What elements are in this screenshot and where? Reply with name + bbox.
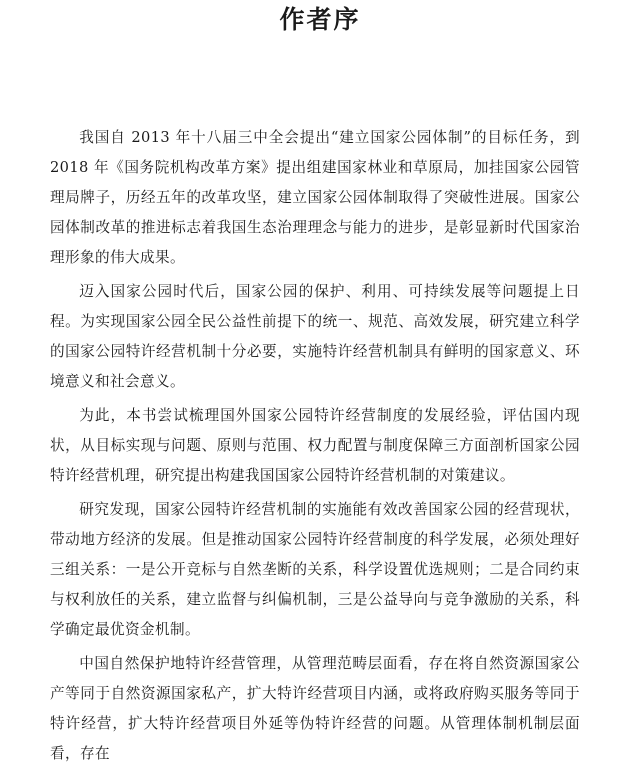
paragraph-3: 为此，本书尝试梳理国外国家公园特许经营制度的发展经验，评估国内现状，从目标实现与问题、原则与范围、权力配置与制度保障三方面剖析国家公园特许经营机理，研究提出构建我国国家公园特许经营机制的对策建议。 [50,407,580,484]
document-body [50,123,580,773]
paragraph-4: 研究发现，国家公园特许经营机制的实施能有效改善国家公园的经营现状，带动地方经济的发展。但是推动国家公园特许经营制度的科学发展，必须处理好三组关系：一是公开竞标与自然垄断的关系，科学设置优选规则；二是合同约束与权利放任的关系，建立监督与纠偏机制，三是公益导向与竞争激励的关系，科学确定最优资金机制。 [50,501,580,638]
paragraph-2: 迈入国家公园时代后，国家公园的保护、利用、可持续发展等问题提上日程。为实现国家公园全民公益性前提下的统一、规范、高效发展，研究建立科学的国家公园特许经营机制十分必要，实施特许经营机制具有鲜明的国家意义、环境意义和社会意义。 [50,283,580,390]
page-title: 作者序 [279,5,361,34]
paragraph-1: 我国自 2013 年十八届三中全会提出“建立国家公园体制”的目标任务，到 2018 年《国务院机构改革方案》提出组建国家林业和草原局，加挂国家公园管理局牌子，历经五年的改革攻坚，建立国家公园体制取得了突破性进展。国家公园体制改革的推进标志着我国生态治理理念与能力的进步，是彰显新时代国家治理形象的伟大成果。 [50,129,580,266]
paragraph-5: 中国自然保护地特许经营管理，从管理范畴层面看，存在将自然资源国家公产等同于自然资源国家私产，扩大特许经营项目内涵，或将政府购买服务等同于特许经营，扩大特许经营项目外延等伪特许经营的问题。从管理体制机制层面看，存在 [50,655,580,762]
